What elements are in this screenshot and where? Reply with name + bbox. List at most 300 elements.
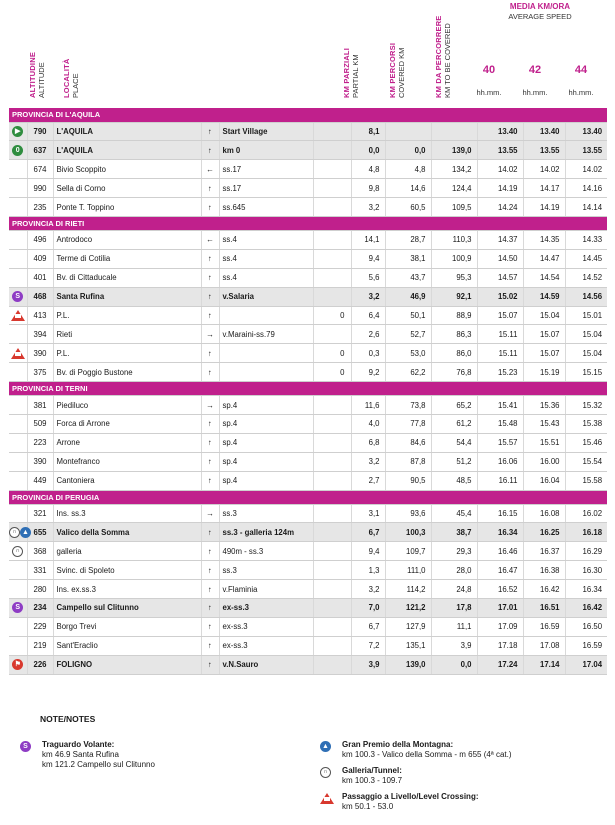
direction-cell: ↑ bbox=[201, 617, 219, 636]
road-cell bbox=[219, 363, 313, 382]
level-crossing-icon bbox=[320, 793, 334, 804]
note-sprint: S Traguardo Volante: km 46.9 Santa Rufina km 121.2 Campello sul Clitunno bbox=[42, 740, 155, 770]
time-40-cell: 17.18 bbox=[477, 636, 523, 655]
covered-km-cell: 90,5 bbox=[385, 471, 431, 490]
extra-cell bbox=[313, 580, 351, 599]
time-40-cell: 17.24 bbox=[477, 655, 523, 674]
remaining-km-cell: 24,8 bbox=[431, 580, 477, 599]
extra-cell bbox=[313, 561, 351, 580]
time-44-cell: 14.02 bbox=[565, 160, 607, 179]
icon-cell bbox=[9, 636, 27, 655]
remaining-km-cell: 48,5 bbox=[431, 471, 477, 490]
time-40-cell: 16.52 bbox=[477, 580, 523, 599]
hhmm-label: hh.mm. bbox=[522, 88, 548, 97]
place-cell: Bivio Scoppito bbox=[53, 160, 201, 179]
road-cell: v.Flaminia bbox=[219, 580, 313, 599]
extra-cell bbox=[313, 452, 351, 471]
altitude-cell: 280 bbox=[27, 580, 53, 599]
icon-cell bbox=[9, 268, 27, 287]
sprint-icon: S bbox=[12, 602, 23, 613]
icon-cell bbox=[9, 452, 27, 471]
place-cell: Antrodoco bbox=[53, 230, 201, 249]
altitude-cell: 223 bbox=[27, 433, 53, 452]
time-44-cell: 16.18 bbox=[565, 523, 607, 542]
road-cell bbox=[219, 306, 313, 325]
road-cell: ex-ss.3 bbox=[219, 617, 313, 636]
sprint-icon: S bbox=[20, 741, 31, 752]
remaining-km-cell: 86,0 bbox=[431, 344, 477, 363]
covered-km-cell: 127,9 bbox=[385, 617, 431, 636]
partial-km-cell: 4,0 bbox=[351, 414, 385, 433]
icon-cell bbox=[9, 655, 27, 674]
time-42-cell: 14.47 bbox=[523, 249, 565, 268]
partial-km-cell: 0,3 bbox=[351, 344, 385, 363]
direction-cell: ↑ bbox=[201, 287, 219, 306]
table-row bbox=[9, 396, 607, 415]
place-cell: Svinc. di Spoleto bbox=[53, 561, 201, 580]
direction-cell: ↑ bbox=[201, 523, 219, 542]
remaining-km-cell: 54,4 bbox=[431, 433, 477, 452]
table-row bbox=[9, 230, 607, 249]
extra-cell bbox=[313, 249, 351, 268]
time-40-cell: 17.01 bbox=[477, 598, 523, 617]
covered-km-cell: 52,7 bbox=[385, 325, 431, 344]
time-44-cell: 16.29 bbox=[565, 542, 607, 561]
altitude-cell: 496 bbox=[27, 230, 53, 249]
icon-cell bbox=[9, 363, 27, 382]
altitude-cell: 235 bbox=[27, 198, 53, 217]
icon-cell bbox=[9, 230, 27, 249]
road-cell bbox=[219, 344, 313, 363]
time-40-cell: 16.47 bbox=[477, 561, 523, 580]
covered-km-cell: 4,8 bbox=[385, 160, 431, 179]
direction-cell: → bbox=[201, 325, 219, 344]
remaining-km-cell: 110,3 bbox=[431, 230, 477, 249]
time-44-cell: 15.04 bbox=[565, 344, 607, 363]
partial-km-cell: 0,0 bbox=[351, 141, 385, 160]
remaining-km-header: KM DA PERCORRERE KM TO BE COVERED bbox=[434, 15, 452, 98]
remaining-km-cell: 61,2 bbox=[431, 414, 477, 433]
altitude-cell: 321 bbox=[27, 504, 53, 523]
tunnel-icon: ∩ bbox=[9, 527, 20, 538]
road-cell: ss.17 bbox=[219, 179, 313, 198]
gpm-icon: ▲ bbox=[320, 741, 331, 752]
extra-cell bbox=[313, 414, 351, 433]
table-row bbox=[9, 249, 607, 268]
partial-km-cell: 9,8 bbox=[351, 179, 385, 198]
covered-km-cell: 60,5 bbox=[385, 198, 431, 217]
place-cell: FOLIGNO bbox=[53, 655, 201, 674]
province-header bbox=[9, 108, 607, 122]
time-42-cell: 16.08 bbox=[523, 504, 565, 523]
time-42-cell: 14.02 bbox=[523, 160, 565, 179]
partial-km-cell: 5,6 bbox=[351, 268, 385, 287]
province-name: PROVINCIA DI L'AQUILA bbox=[9, 108, 607, 122]
place-cell: Bv. di Cittaducale bbox=[53, 268, 201, 287]
time-42-cell: 15.07 bbox=[523, 325, 565, 344]
time-40-cell: 14.02 bbox=[477, 160, 523, 179]
time-44-cell: 17.04 bbox=[565, 655, 607, 674]
covered-km-cell: 77,8 bbox=[385, 414, 431, 433]
place-cell: Valico della Somma bbox=[53, 523, 201, 542]
time-44-cell: 16.34 bbox=[565, 580, 607, 599]
direction-cell: ← bbox=[201, 230, 219, 249]
partial-km-cell: 2,6 bbox=[351, 325, 385, 344]
covered-km-cell: 46,9 bbox=[385, 287, 431, 306]
altitude-cell: 394 bbox=[27, 325, 53, 344]
road-cell: ss.17 bbox=[219, 160, 313, 179]
direction-cell: ← bbox=[201, 160, 219, 179]
direction-cell: ↑ bbox=[201, 306, 219, 325]
place-cell: Bv. di Poggio Bustone bbox=[53, 363, 201, 382]
time-44-cell: 15.38 bbox=[565, 414, 607, 433]
altitude-cell: 637 bbox=[27, 141, 53, 160]
level-crossing-icon bbox=[11, 348, 25, 359]
extra-cell bbox=[313, 198, 351, 217]
road-cell: ss.4 bbox=[219, 230, 313, 249]
partial-km-cell: 6,7 bbox=[351, 617, 385, 636]
time-44-cell: 16.59 bbox=[565, 636, 607, 655]
road-cell: v.Maraini-ss.79 bbox=[219, 325, 313, 344]
partial-km-cell: 6,7 bbox=[351, 523, 385, 542]
icon-cell bbox=[9, 344, 27, 363]
covered-km-header: KM PERCORSI COVERED KM bbox=[388, 42, 406, 98]
icon-cell bbox=[9, 179, 27, 198]
remaining-km-cell: 45,4 bbox=[431, 504, 477, 523]
time-44-cell: 15.54 bbox=[565, 452, 607, 471]
partial-km-cell: 3,2 bbox=[351, 580, 385, 599]
partial-km-cell: 14,1 bbox=[351, 230, 385, 249]
table-row bbox=[9, 598, 607, 617]
altitude-cell: 413 bbox=[27, 306, 53, 325]
time-42-cell: 16.42 bbox=[523, 580, 565, 599]
direction-cell: ↑ bbox=[201, 471, 219, 490]
icon-cell bbox=[9, 598, 27, 617]
direction-cell: ↑ bbox=[201, 452, 219, 471]
partial-km-cell: 3,2 bbox=[351, 287, 385, 306]
partial-km-header: KM PARZIALI PARTIAL KM bbox=[342, 48, 360, 98]
icon-cell bbox=[9, 306, 27, 325]
place-cell: L'AQUILA bbox=[53, 141, 201, 160]
time-44-cell: 15.15 bbox=[565, 363, 607, 382]
time-40-cell: 14.57 bbox=[477, 268, 523, 287]
covered-km-cell: 14,6 bbox=[385, 179, 431, 198]
extra-cell bbox=[313, 230, 351, 249]
covered-km-cell: 114,2 bbox=[385, 580, 431, 599]
table-row bbox=[9, 504, 607, 523]
extra-cell bbox=[313, 179, 351, 198]
time-44-cell: 16.02 bbox=[565, 504, 607, 523]
remaining-km-cell bbox=[431, 122, 477, 141]
direction-cell: ↑ bbox=[201, 344, 219, 363]
partial-km-cell: 4,8 bbox=[351, 160, 385, 179]
place-cell: Ins. ex.ss.3 bbox=[53, 580, 201, 599]
table-row bbox=[9, 363, 607, 382]
time-42-cell: 15.04 bbox=[523, 306, 565, 325]
covered-km-cell bbox=[385, 122, 431, 141]
time-40-cell: 16.15 bbox=[477, 504, 523, 523]
time-42-cell: 15.19 bbox=[523, 363, 565, 382]
time-44-cell: 13.40 bbox=[565, 122, 607, 141]
partial-km-cell: 9,4 bbox=[351, 249, 385, 268]
time-40-cell: 14.50 bbox=[477, 249, 523, 268]
time-40-cell: 16.11 bbox=[477, 471, 523, 490]
place-cell: Sella di Corno bbox=[53, 179, 201, 198]
table-row bbox=[9, 268, 607, 287]
speed-42: 42 bbox=[528, 64, 542, 76]
extra-cell bbox=[313, 122, 351, 141]
place-cell: L'AQUILA bbox=[53, 122, 201, 141]
province-header bbox=[9, 490, 607, 504]
hhmm-label: hh.mm. bbox=[476, 88, 502, 97]
extra-cell bbox=[313, 598, 351, 617]
remaining-km-cell: 92,1 bbox=[431, 287, 477, 306]
gpm-icon: ▲ bbox=[20, 527, 31, 538]
covered-km-cell: 53,0 bbox=[385, 344, 431, 363]
time-44-cell: 14.52 bbox=[565, 268, 607, 287]
time-44-cell: 15.46 bbox=[565, 433, 607, 452]
covered-km-cell: 109,7 bbox=[385, 542, 431, 561]
icon-cell bbox=[9, 523, 27, 542]
remaining-km-cell: 95,3 bbox=[431, 268, 477, 287]
time-44-cell: 14.14 bbox=[565, 198, 607, 217]
province-header bbox=[9, 216, 607, 230]
place-cell: Santa Rufina bbox=[53, 287, 201, 306]
time-42-cell: 16.00 bbox=[523, 452, 565, 471]
time-42-cell: 13.55 bbox=[523, 141, 565, 160]
partial-km-cell: 3,9 bbox=[351, 655, 385, 674]
note-level-crossing: Passaggio a Livello/Level Crossing: km 50.1 - 53.0 bbox=[342, 792, 479, 812]
extra-cell: 0 bbox=[313, 363, 351, 382]
icon-cell bbox=[9, 198, 27, 217]
extra-cell bbox=[313, 287, 351, 306]
table-row bbox=[9, 198, 607, 217]
place-cell: Campello sul Clitunno bbox=[53, 598, 201, 617]
table-header bbox=[0, 0, 615, 108]
icon-cell bbox=[9, 617, 27, 636]
hhmm-label: hh.mm. bbox=[568, 88, 594, 97]
direction-cell: ↑ bbox=[201, 363, 219, 382]
time-40-cell: 17.09 bbox=[477, 617, 523, 636]
extra-cell bbox=[313, 160, 351, 179]
place-cell: P.L. bbox=[53, 306, 201, 325]
route-table bbox=[9, 108, 607, 675]
altitude-cell: 381 bbox=[27, 396, 53, 415]
table-row bbox=[9, 287, 607, 306]
average-speed-header: MEDIA KM/ORA AVERAGE SPEED bbox=[508, 2, 572, 21]
remaining-km-cell: 11,1 bbox=[431, 617, 477, 636]
time-40-cell: 13.40 bbox=[477, 122, 523, 141]
extra-cell bbox=[313, 523, 351, 542]
place-cell: Ponte T. Toppino bbox=[53, 198, 201, 217]
province-name: PROVINCIA DI TERNI bbox=[9, 382, 607, 396]
partial-km-cell: 1,3 bbox=[351, 561, 385, 580]
road-cell: v.N.Sauro bbox=[219, 655, 313, 674]
place-cell: Sant'Eraclio bbox=[53, 636, 201, 655]
extra-cell bbox=[313, 617, 351, 636]
covered-km-cell: 135,1 bbox=[385, 636, 431, 655]
time-44-cell: 15.01 bbox=[565, 306, 607, 325]
direction-cell: ↑ bbox=[201, 141, 219, 160]
time-40-cell: 15.41 bbox=[477, 396, 523, 415]
time-42-cell: 15.07 bbox=[523, 344, 565, 363]
road-cell: sp.4 bbox=[219, 471, 313, 490]
table-row bbox=[9, 561, 607, 580]
extra-cell bbox=[313, 636, 351, 655]
altitude-cell: 331 bbox=[27, 561, 53, 580]
table-row bbox=[9, 542, 607, 561]
remaining-km-cell: 3,9 bbox=[431, 636, 477, 655]
direction-cell: ↑ bbox=[201, 122, 219, 141]
time-40-cell: 14.19 bbox=[477, 179, 523, 198]
direction-cell: ↑ bbox=[201, 414, 219, 433]
extra-cell bbox=[313, 655, 351, 674]
time-44-cell: 16.50 bbox=[565, 617, 607, 636]
time-42-cell: 14.17 bbox=[523, 179, 565, 198]
time-44-cell: 16.30 bbox=[565, 561, 607, 580]
direction-cell: → bbox=[201, 504, 219, 523]
time-42-cell: 14.59 bbox=[523, 287, 565, 306]
level-crossing-icon bbox=[11, 310, 25, 321]
time-40-cell: 15.02 bbox=[477, 287, 523, 306]
altitude-cell: 375 bbox=[27, 363, 53, 382]
direction-cell: → bbox=[201, 396, 219, 415]
remaining-km-cell: 28,0 bbox=[431, 561, 477, 580]
extra-cell bbox=[313, 504, 351, 523]
remaining-km-cell: 124,4 bbox=[431, 179, 477, 198]
extra-cell bbox=[313, 433, 351, 452]
direction-cell: ↑ bbox=[201, 179, 219, 198]
road-cell: ss.4 bbox=[219, 249, 313, 268]
road-cell: Start Village bbox=[219, 122, 313, 141]
remaining-km-cell: 134,2 bbox=[431, 160, 477, 179]
time-44-cell: 14.56 bbox=[565, 287, 607, 306]
place-cell: Ins. ss.3 bbox=[53, 504, 201, 523]
time-42-cell: 15.51 bbox=[523, 433, 565, 452]
province-name: PROVINCIA DI RIETI bbox=[9, 216, 607, 230]
altitude-cell: 674 bbox=[27, 160, 53, 179]
direction-cell: ↑ bbox=[201, 542, 219, 561]
covered-km-cell: 0,0 bbox=[385, 141, 431, 160]
altitude-cell: 368 bbox=[27, 542, 53, 561]
table-row bbox=[9, 617, 607, 636]
altitude-cell: 449 bbox=[27, 471, 53, 490]
time-40-cell: 13.55 bbox=[477, 141, 523, 160]
place-cell: Rieti bbox=[53, 325, 201, 344]
time-44-cell: 15.04 bbox=[565, 325, 607, 344]
extra-cell bbox=[313, 471, 351, 490]
extra-cell bbox=[313, 325, 351, 344]
altitude-header: ALTITUDINE ALTITUDE bbox=[28, 51, 46, 98]
time-40-cell: 16.34 bbox=[477, 523, 523, 542]
start-icon: ▶ bbox=[12, 126, 23, 137]
table-row bbox=[9, 433, 607, 452]
remaining-km-cell: 17,8 bbox=[431, 598, 477, 617]
time-42-cell: 15.43 bbox=[523, 414, 565, 433]
table-row bbox=[9, 471, 607, 490]
partial-km-cell: 9,2 bbox=[351, 363, 385, 382]
time-40-cell: 15.11 bbox=[477, 325, 523, 344]
finish-icon: ⚑ bbox=[12, 659, 23, 670]
km-zero-icon: 0 bbox=[12, 145, 23, 156]
time-42-cell: 14.35 bbox=[523, 230, 565, 249]
time-42-cell: 16.25 bbox=[523, 523, 565, 542]
locality-header: LOCALITÀ PLACE bbox=[62, 58, 80, 98]
remaining-km-cell: 38,7 bbox=[431, 523, 477, 542]
time-40-cell: 14.24 bbox=[477, 198, 523, 217]
altitude-cell: 990 bbox=[27, 179, 53, 198]
icon-cell bbox=[9, 287, 27, 306]
place-cell: Forca di Arrone bbox=[53, 414, 201, 433]
road-cell: ex-ss.3 bbox=[219, 598, 313, 617]
time-40-cell: 16.06 bbox=[477, 452, 523, 471]
remaining-km-cell: 51,2 bbox=[431, 452, 477, 471]
province-header bbox=[9, 382, 607, 396]
road-cell: ex-ss.3 bbox=[219, 636, 313, 655]
time-44-cell: 15.32 bbox=[565, 396, 607, 415]
covered-km-cell: 111,0 bbox=[385, 561, 431, 580]
partial-km-cell: 8,1 bbox=[351, 122, 385, 141]
road-cell: 490m - ss.3 bbox=[219, 542, 313, 561]
table-row bbox=[9, 179, 607, 198]
direction-cell: ↑ bbox=[201, 655, 219, 674]
time-40-cell: 14.37 bbox=[477, 230, 523, 249]
place-cell: Borgo Trevi bbox=[53, 617, 201, 636]
covered-km-cell: 43,7 bbox=[385, 268, 431, 287]
time-40-cell: 15.57 bbox=[477, 433, 523, 452]
road-cell: sp.4 bbox=[219, 414, 313, 433]
covered-km-cell: 84,6 bbox=[385, 433, 431, 452]
direction-cell: ↑ bbox=[201, 249, 219, 268]
table-row bbox=[9, 452, 607, 471]
time-44-cell: 14.33 bbox=[565, 230, 607, 249]
time-44-cell: 13.55 bbox=[565, 141, 607, 160]
time-40-cell: 16.46 bbox=[477, 542, 523, 561]
altitude-cell: 226 bbox=[27, 655, 53, 674]
road-cell: ss.4 bbox=[219, 268, 313, 287]
icon-cell bbox=[9, 433, 27, 452]
covered-km-cell: 38,1 bbox=[385, 249, 431, 268]
road-cell: km 0 bbox=[219, 141, 313, 160]
partial-km-cell: 6,4 bbox=[351, 306, 385, 325]
time-40-cell: 15.48 bbox=[477, 414, 523, 433]
road-cell: v.Salaria bbox=[219, 287, 313, 306]
icon-cell bbox=[9, 122, 27, 141]
partial-km-cell: 7,2 bbox=[351, 636, 385, 655]
partial-km-cell: 11,6 bbox=[351, 396, 385, 415]
place-cell: Terme di Cotilia bbox=[53, 249, 201, 268]
extra-cell bbox=[313, 268, 351, 287]
time-44-cell: 14.45 bbox=[565, 249, 607, 268]
covered-km-cell: 100,3 bbox=[385, 523, 431, 542]
time-42-cell: 16.37 bbox=[523, 542, 565, 561]
road-cell: ss.3 bbox=[219, 561, 313, 580]
table-row bbox=[9, 523, 607, 542]
direction-cell: ↑ bbox=[201, 598, 219, 617]
place-cell: Piediluco bbox=[53, 396, 201, 415]
partial-km-cell: 3,1 bbox=[351, 504, 385, 523]
remaining-km-cell: 76,8 bbox=[431, 363, 477, 382]
remaining-km-cell: 0,0 bbox=[431, 655, 477, 674]
covered-km-cell: 50,1 bbox=[385, 306, 431, 325]
table-row bbox=[9, 414, 607, 433]
note-tunnel: ∩ Galleria/Tunnel: km 100.3 - 109.7 bbox=[342, 766, 402, 786]
altitude-cell: 219 bbox=[27, 636, 53, 655]
icon-cell bbox=[9, 580, 27, 599]
extra-cell bbox=[313, 141, 351, 160]
direction-cell: ↑ bbox=[201, 433, 219, 452]
altitude-cell: 409 bbox=[27, 249, 53, 268]
